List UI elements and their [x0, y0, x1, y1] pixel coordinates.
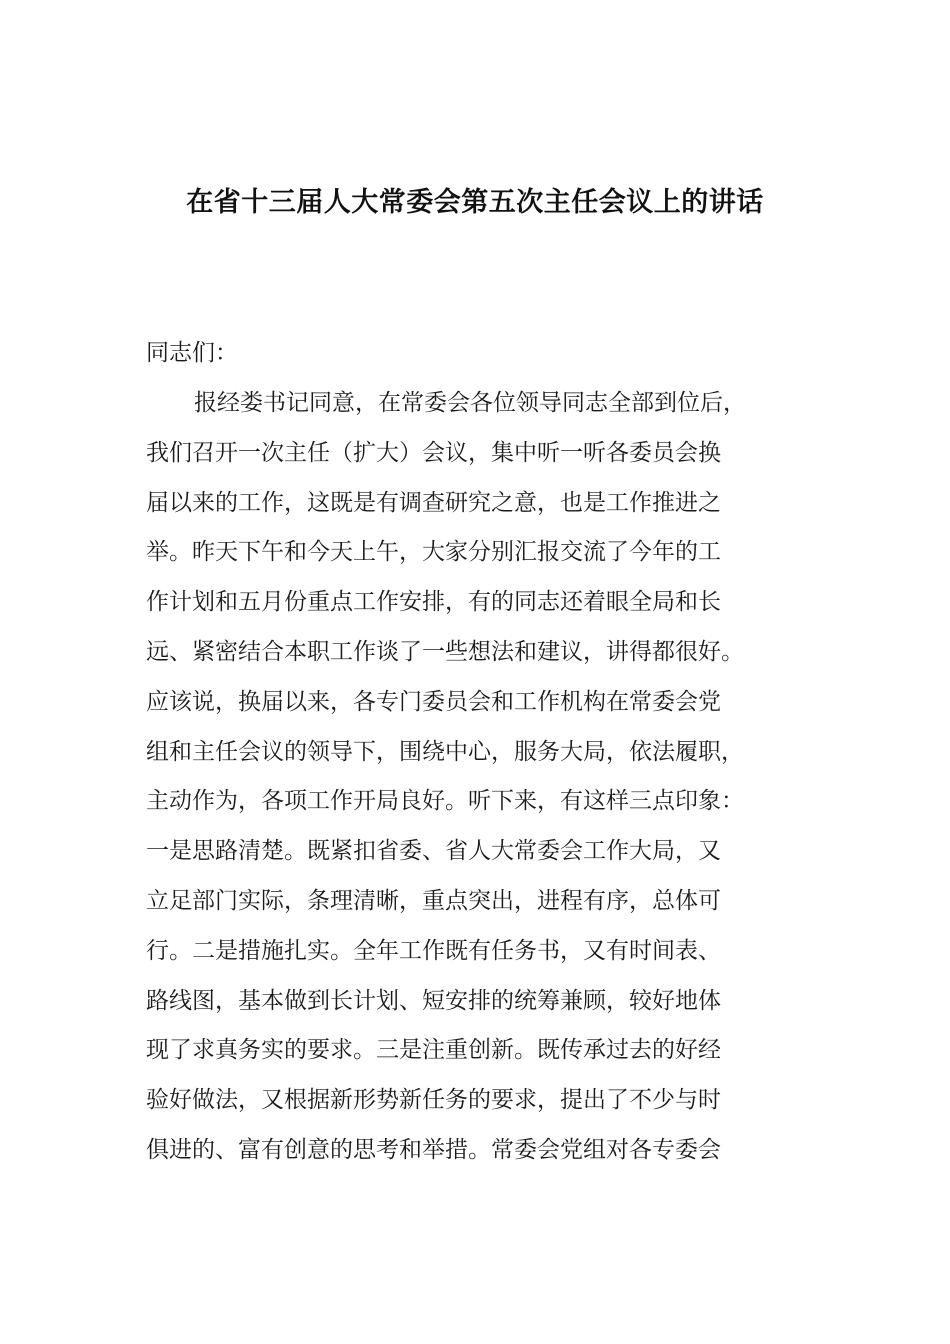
paragraph-line: 立足部门实际，条理清晰，重点突出，进程有序，总体可 — [146, 887, 721, 914]
paragraph-line: 行。二是措施扎实。全年工作既有任务书，又有时间表、 — [146, 937, 721, 964]
paragraph-line: 报经娄书记同意，在常委会各位领导同志全部到位后， — [194, 390, 746, 416]
paragraph-line: 我们召开一次主任（扩大）会议，集中听一听各委员会换 — [146, 439, 721, 466]
paragraph-line: 组和主任会议的领导下，围绕中心，服务大局，依法履职， — [146, 738, 744, 765]
paragraph-line: 举。昨天下午和今天上午，大家分别汇报交流了今年的工 — [146, 539, 721, 566]
paragraph-line: 一是思路清楚。既紧扣省委、省人大常委会工作大局，又 — [146, 838, 721, 865]
document-title: 在省十三届人大常委会第五次主任会议上的讲话 — [186, 187, 764, 218]
salutation: 同志们： — [146, 340, 238, 366]
paragraph-line: 届以来的工作，这既是有调查研究之意，也是工作推进之 — [146, 489, 721, 516]
body-paragraph — [146, 379, 806, 1176]
paragraph-line: 验好做法，又根据新形势新任务的要求，提出了不少与时 — [146, 1087, 721, 1114]
paragraph-line: 现了求真务实的要求。三是注重创新。既传承过去的好经 — [146, 1037, 721, 1064]
paragraph-line: 主动作为，各项工作开局良好。听下来，有这样三点印象： — [146, 788, 744, 815]
paragraph-line: 远、紧密结合本职工作谈了一些想法和建议，讲得都很好。 — [146, 638, 744, 665]
paragraph-line: 应该说，换届以来，各专门委员会和工作机构在常委会党 — [146, 688, 721, 715]
paragraph-line: 路线图，基本做到长计划、短安排的统筹兼顾，较好地体 — [146, 987, 721, 1014]
paragraph-line: 作计划和五月份重点工作安排，有的同志还着眼全局和长 — [146, 589, 721, 616]
paragraph-line: 俱进的、富有创意的思考和举措。常委会党组对各专委会 — [146, 1136, 721, 1163]
